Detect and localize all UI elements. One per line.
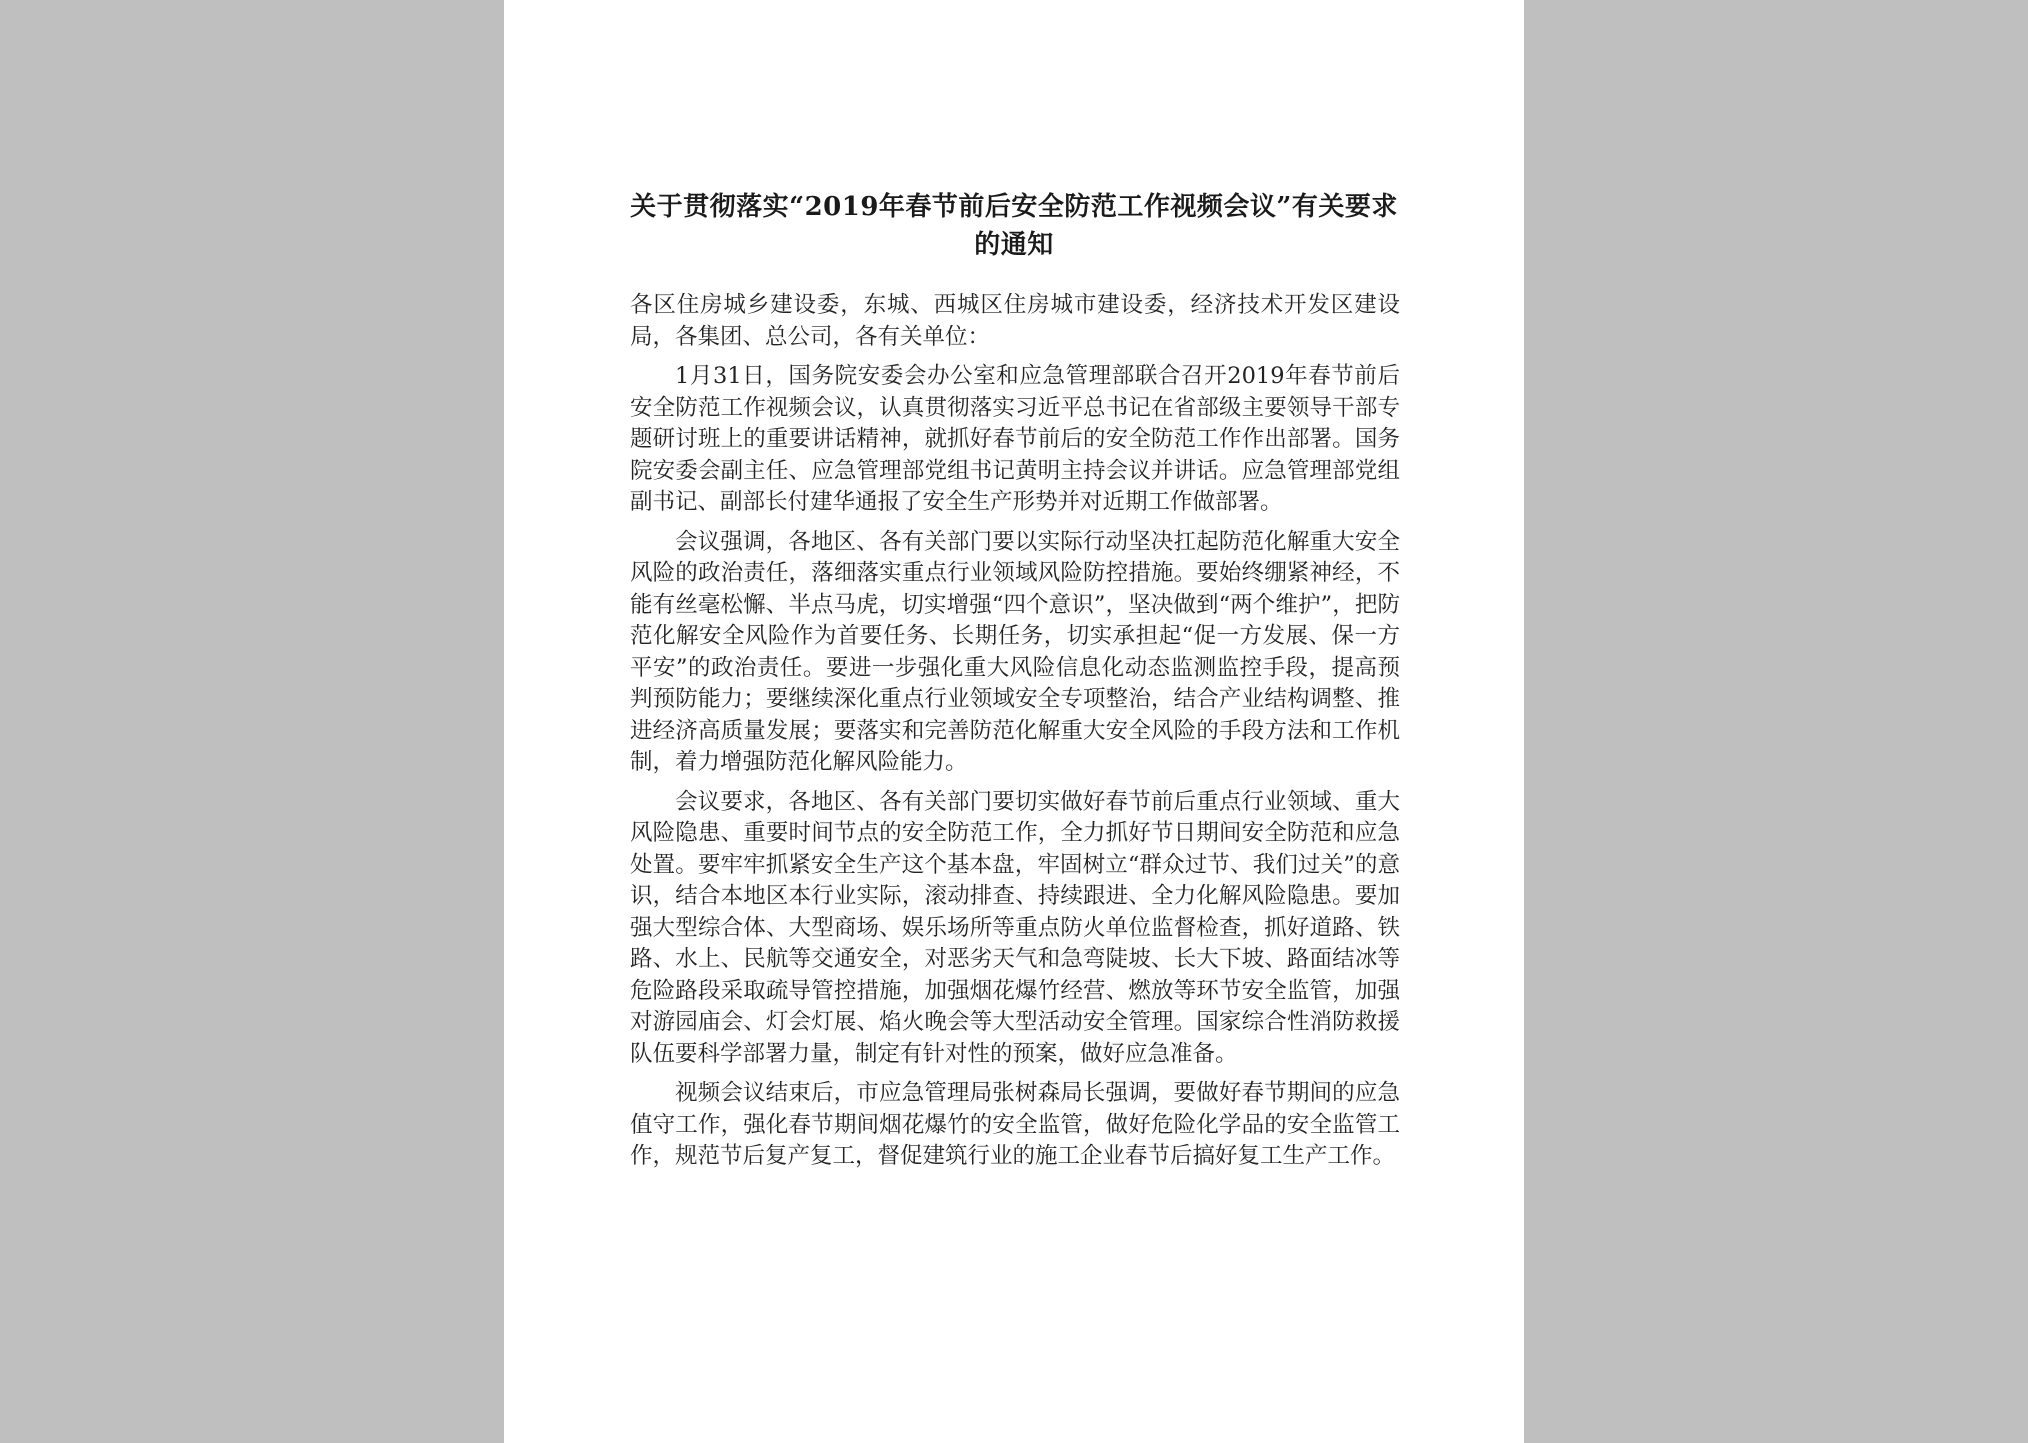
body-paragraph-3: 会议要求，各地区、各有关部门要切实做好春节前后重点行业领域、重大风险隐患、重要时间节点的安全防范工作，全力抓好节日期间安全防范和应急处置。要牢牢抓紧安全生产这个基本盘，牢固树立“群众过节、我们过关”的意识，结合本地区本行业实际，滚动排查、持续跟进、全力化解风险隐患。要加强大型综合体、大型商场、娱乐场所等重点防火单位监督检查，抓好道路、铁路、水上、民航等交通安全，对恶劣天气和急弯陡坡、长大下坡、路面结冰等危险路段采取疏导管控措施，加强烟花爆竹经营、燃放等环节安全监管，加强对游园庙会、灯会灯展、焰火晚会等大型活动安全管理。国家综合性消防救援队伍要科学部署力量，制定有针对性的预案，做好应急准备。	[630, 788, 1400, 1067]
document-page	[504, 0, 1524, 1443]
document-body	[630, 290, 1400, 1181]
body-paragraph-2: 会议强调，各地区、各有关部门要以实际行动坚决扛起防范化解重大安全风险的政治责任，落细落实重点行业领域风险防控措施。要始终绷紧神经，不能有丝毫松懈、半点马虎，切实增强“四个意识”，坚决做到“两个维护”，把防范化解安全风险作为首要任务、长期任务，切实承担起“促一方发展、保一方平安”的政治责任。要进一步强化重大风险信息化动态监测监控手段，提高预判预防能力；要继续深化重点行业领域安全专项整治，结合产业结构调整、推进经济高质量发展；要落实和完善防范化解重大安全风险的手段方法和工作机制，着力增强防范化解风险能力。	[630, 528, 1400, 775]
body-paragraph-1: 1月31日，国务院安委会办公室和应急管理部联合召开2019年春节前后安全防范工作视频会议，认真贯彻落实习近平总书记在省部级主要领导干部专题研讨班上的重要讲话精神，就抓好春节前后的安全防范工作作出部署。国务院安委会副主任、应急管理部党组书记黄明主持会议并讲话。应急管理部党组副书记、副部长付建华通报了安全生产形势并对近期工作做部署。	[630, 363, 1400, 515]
salutation-paragraph: 各区住房城乡建设委，东城、西城区住房城市建设委，经济技术开发区建设局，各集团、总公司，各有关单位：	[630, 292, 1400, 350]
document-title: 关于贯彻落实“2019年春节前后安全防范工作视频会议”有关要求的通知	[630, 192, 1398, 260]
body-paragraph-4: 视频会议结束后，市应急管理局张树森局长强调，要做好春节期间的应急值守工作，强化春节期间烟花爆竹的安全监管，做好危险化学品的安全监管工作，规范节后复产复工，督促建筑行业的施工企业春节后搞好复工生产工作。	[630, 1080, 1400, 1169]
